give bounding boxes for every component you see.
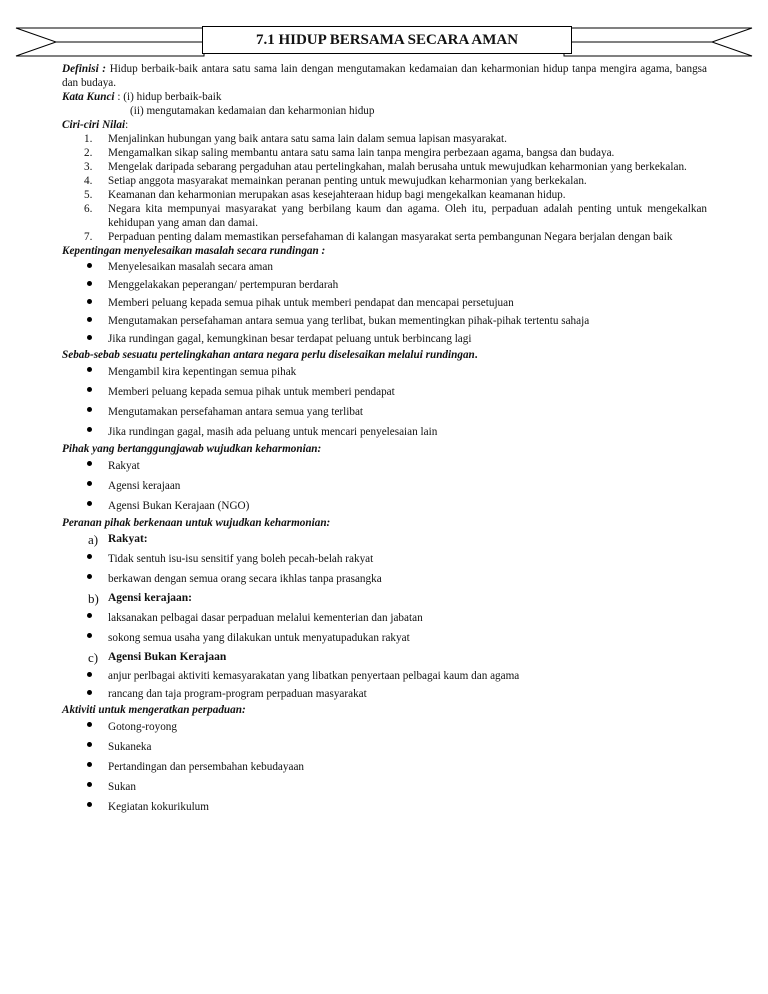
definition xyxy=(62,62,707,90)
characteristics-heading-text: Ciri-ciri Nilai xyxy=(62,119,126,131)
item-number: 4. xyxy=(84,175,93,187)
keywords-text-1: : (i) hidup berbaik-baik xyxy=(114,91,222,103)
reasons-heading: Sebab-sebab sesuatu pertelingkahan antara negara perlu diselesaikan melalui rundingan. xyxy=(62,349,478,361)
item-text: Mengelak daripada sebarang pergaduhan atau pertelingkahan, malah berusaha untuk mewujudkan keharmonian yang berkekalan. xyxy=(108,161,687,173)
list-item xyxy=(62,160,707,174)
item-text: Perpaduan penting dalam memastikan persefahaman di kalangan masyarakat serta pembangunan Negara berjalan dengan baik xyxy=(108,231,673,243)
document-body xyxy=(62,62,707,817)
item-text: Menjalinkan hubungan yang baik antara satu sama lain dalam semua lapisan masyarakat. xyxy=(108,133,507,145)
list-item: Mengutamakan persefahaman antara semua yang terlibat xyxy=(62,402,707,422)
activities-heading: Aktiviti untuk mengeratkan perpaduan: xyxy=(62,704,246,716)
list-item xyxy=(62,188,707,202)
role-group-ngo xyxy=(62,648,707,667)
item-number: 7. xyxy=(84,231,93,243)
list-item: Jika rundingan gagal, masih ada peluang untuk mencari penyelesaian lain xyxy=(62,422,707,442)
definition-text: Hidup berbaik-baik antara satu sama lain dengan mengutamakan kedamaian dan keharmonian hidup tanpa mengira agama, bangsa dan budaya. xyxy=(62,63,707,89)
list-item: Jika rundingan gagal, kemungkinan besar terdapat peluang untuk berbincang lagi xyxy=(62,330,707,348)
responsible-parties-heading: Pihak yang bertanggungjawab wujudkan keharmonian: xyxy=(62,443,322,455)
characteristics-list xyxy=(62,132,707,244)
definition-label: Definisi : xyxy=(62,63,107,75)
list-item: Menyelesaikan masalah secara aman xyxy=(62,258,707,276)
item-text: Negara kita mempunyai masyarakat yang berbilang kaum dan agama. Oleh itu, perpaduan adalah penting untuk mengekalkan kehidupan yang aman dan damai. xyxy=(108,203,707,229)
role-group-rakyat xyxy=(62,530,707,549)
list-item: Mengutamakan persefahaman antara semua yang terlibat, bukan mementingkan pihak-pihak tertentu sahaja xyxy=(62,312,707,330)
item-number: 3. xyxy=(84,161,93,173)
activities-list xyxy=(62,717,707,817)
list-item: Tidak sentuh isu-isu sensitif yang boleh pecah-belah rakyat xyxy=(62,549,707,569)
role-list-agensi-kerajaan xyxy=(62,608,707,648)
list-item xyxy=(62,146,707,160)
list-item: Gotong-royong xyxy=(62,717,707,737)
list-item: Pertandingan dan persembahan kebudayaan xyxy=(62,757,707,777)
responsible-parties-list xyxy=(62,456,707,516)
list-item: Rakyat xyxy=(62,456,707,476)
item-text: Setiap anggota masyarakat memainkan peranan penting untuk mewujudkan keharmonian yang berkekalan. xyxy=(108,175,587,187)
group-letter: c) xyxy=(88,650,99,665)
list-item: rancang dan taja program-program perpaduan masyarakat xyxy=(62,685,707,703)
reasons-list xyxy=(62,362,707,442)
roles-heading: Peranan pihak berkenaan untuk wujudkan keharmonian: xyxy=(62,517,331,529)
list-item: Menggelakakan peperangan/ pertempuran berdarah xyxy=(62,276,707,294)
reasons-heading-text: Sebab-sebab sesuatu pertelingkahan antara negara perlu diselesaikan melalui rundingan xyxy=(62,349,475,361)
group-title: Agensi kerajaan: xyxy=(108,592,193,604)
item-text: Mengamalkan sikap saling membantu antara satu sama lain tanpa mengira perbezaan agama, bangsa dan budaya. xyxy=(108,147,615,159)
list-item: Memberi peluang kepada semua pihak untuk memberi pendapat dan mencapai persetujuan xyxy=(62,294,707,312)
keywords-line-1 xyxy=(62,90,707,104)
role-group-agensi-kerajaan xyxy=(62,589,707,608)
list-item: Mengambil kira kepentingan semua pihak xyxy=(62,362,707,382)
group-letter: b) xyxy=(88,591,99,606)
list-item xyxy=(62,132,707,146)
list-item xyxy=(62,202,707,230)
list-item: laksanakan pelbagai dasar perpaduan melalui kementerian dan jabatan xyxy=(62,608,707,628)
item-number: 1. xyxy=(84,133,93,145)
list-item: Kegiatan kokurikulum xyxy=(62,797,707,817)
role-list-ngo xyxy=(62,667,707,703)
group-letter: a) xyxy=(88,532,99,547)
role-list-rakyat xyxy=(62,549,707,589)
keywords-line-2: (ii) mengutamakan kedamaian dan keharmonian hidup xyxy=(130,105,375,117)
list-item: sokong semua usaha yang dilakukan untuk menyatupadukan rakyat xyxy=(62,628,707,648)
importance-list xyxy=(62,258,707,348)
page-title: 7.1 HIDUP BERSAMA SECARA AMAN xyxy=(202,26,572,54)
item-text: Keamanan dan keharmonian merupakan asas kesejahteraan hidup bagi mengekalkan keamanan hidup. xyxy=(108,189,566,201)
list-item: Memberi peluang kepada semua pihak untuk memberi pendapat xyxy=(62,382,707,402)
characteristics-heading: Ciri-ciri Nilai: xyxy=(62,119,129,131)
importance-heading: Kepentingan menyelesaikan masalah secara rundingan : xyxy=(62,245,326,257)
group-title: Rakyat: xyxy=(108,533,148,545)
list-item: Agensi kerajaan xyxy=(62,476,707,496)
list-item: Sukaneka xyxy=(62,737,707,757)
keywords-label: Kata Kunci xyxy=(62,91,115,103)
list-item: Agensi Bukan Kerajaan (NGO) xyxy=(62,496,707,516)
item-number: 5. xyxy=(84,189,93,201)
group-title: Agensi Bukan Kerajaan xyxy=(108,651,227,663)
list-item xyxy=(62,230,707,244)
list-item: berkawan dengan semua orang secara ikhlas tanpa prasangka xyxy=(62,569,707,589)
list-item: anjur perlbagai aktiviti kemasyarakatan yang libatkan penyertaan pelbagai kaum dan agama xyxy=(62,667,707,685)
list-item xyxy=(62,174,707,188)
list-item: Sukan xyxy=(62,777,707,797)
item-number: 6. xyxy=(84,203,93,215)
item-number: 2. xyxy=(84,147,93,159)
